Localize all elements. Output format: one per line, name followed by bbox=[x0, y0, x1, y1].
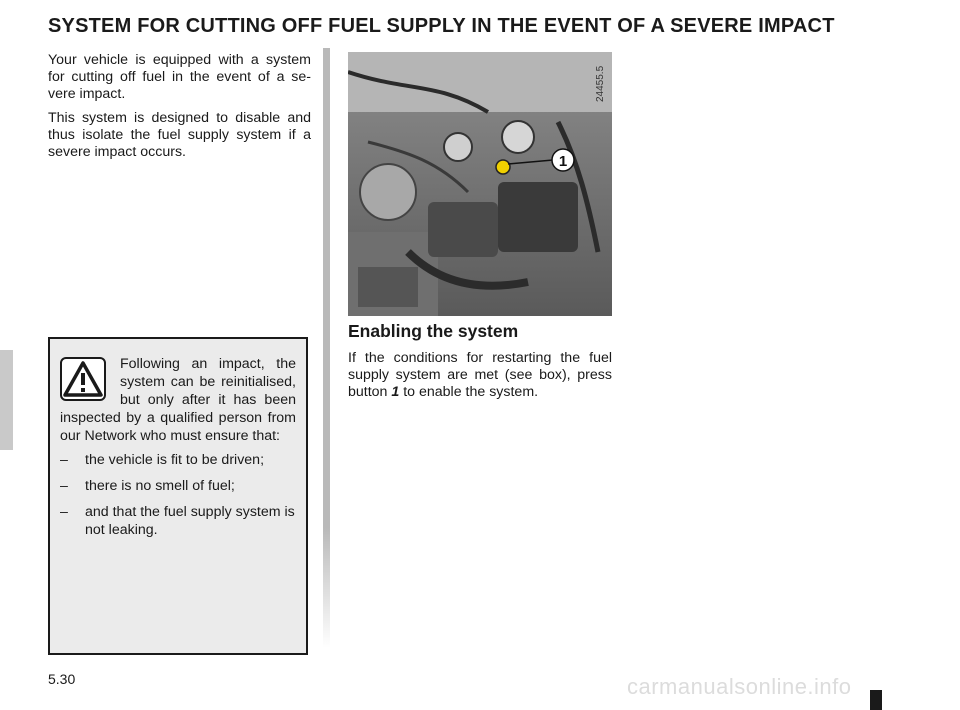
intro-paragraph-2: This system is designed to disable and thus isolate the fuel supply system if a severe impact occurs. bbox=[48, 110, 311, 160]
list-item bbox=[60, 477, 296, 495]
chapter-tab bbox=[0, 350, 13, 450]
warning-text: Following an impact, the system can be reinitialised, but only after it has been inspected by a qualified person from our Network who must ensure that: bbox=[60, 356, 296, 444]
list-item-text: there is no smell of fuel; bbox=[85, 478, 235, 494]
engine-bay-illustration bbox=[348, 52, 612, 316]
warning-box bbox=[48, 337, 308, 655]
section-body-end: to enable the system. bbox=[399, 384, 539, 400]
figure-reference bbox=[595, 52, 613, 112]
column-divider bbox=[323, 48, 330, 648]
callout-label: 1 bbox=[558, 153, 568, 170]
list-item-text: the vehicle is fit to be driven; bbox=[85, 452, 265, 468]
list-dash: – bbox=[60, 478, 68, 494]
list-dash: – bbox=[60, 504, 68, 520]
section-body bbox=[348, 350, 612, 401]
watermark: carmanualsonline.info bbox=[627, 674, 852, 699]
corner-mark bbox=[870, 690, 882, 710]
page-number: 5.30 bbox=[48, 671, 76, 687]
list-item-text: and that the fuel supply system is not leaking. bbox=[85, 504, 295, 538]
fuel-reset-button bbox=[496, 160, 510, 174]
intro-paragraph-1: Your vehicle is equipped with a system for cutting off fuel in the event of a se-vere impact. bbox=[48, 52, 311, 102]
warning-list bbox=[60, 451, 296, 539]
warning-triangle-icon bbox=[60, 357, 106, 401]
page-title: SYSTEM FOR CUTTING OFF FUEL SUPPLY IN THE EVENT OF A SEVERE IMPACT bbox=[48, 15, 835, 37]
list-item bbox=[60, 451, 296, 469]
intro-text bbox=[48, 52, 311, 168]
section-body-start: If the conditions for restarting the fuel supply system are met (see box), press button bbox=[348, 350, 612, 400]
list-item bbox=[60, 503, 296, 539]
figure-reference-text: 24455.5 bbox=[595, 65, 606, 102]
section-heading: Enabling the system bbox=[348, 321, 519, 341]
list-dash: – bbox=[60, 452, 68, 468]
button-reference: 1 bbox=[391, 384, 400, 400]
engine-bay-photo bbox=[348, 52, 612, 316]
